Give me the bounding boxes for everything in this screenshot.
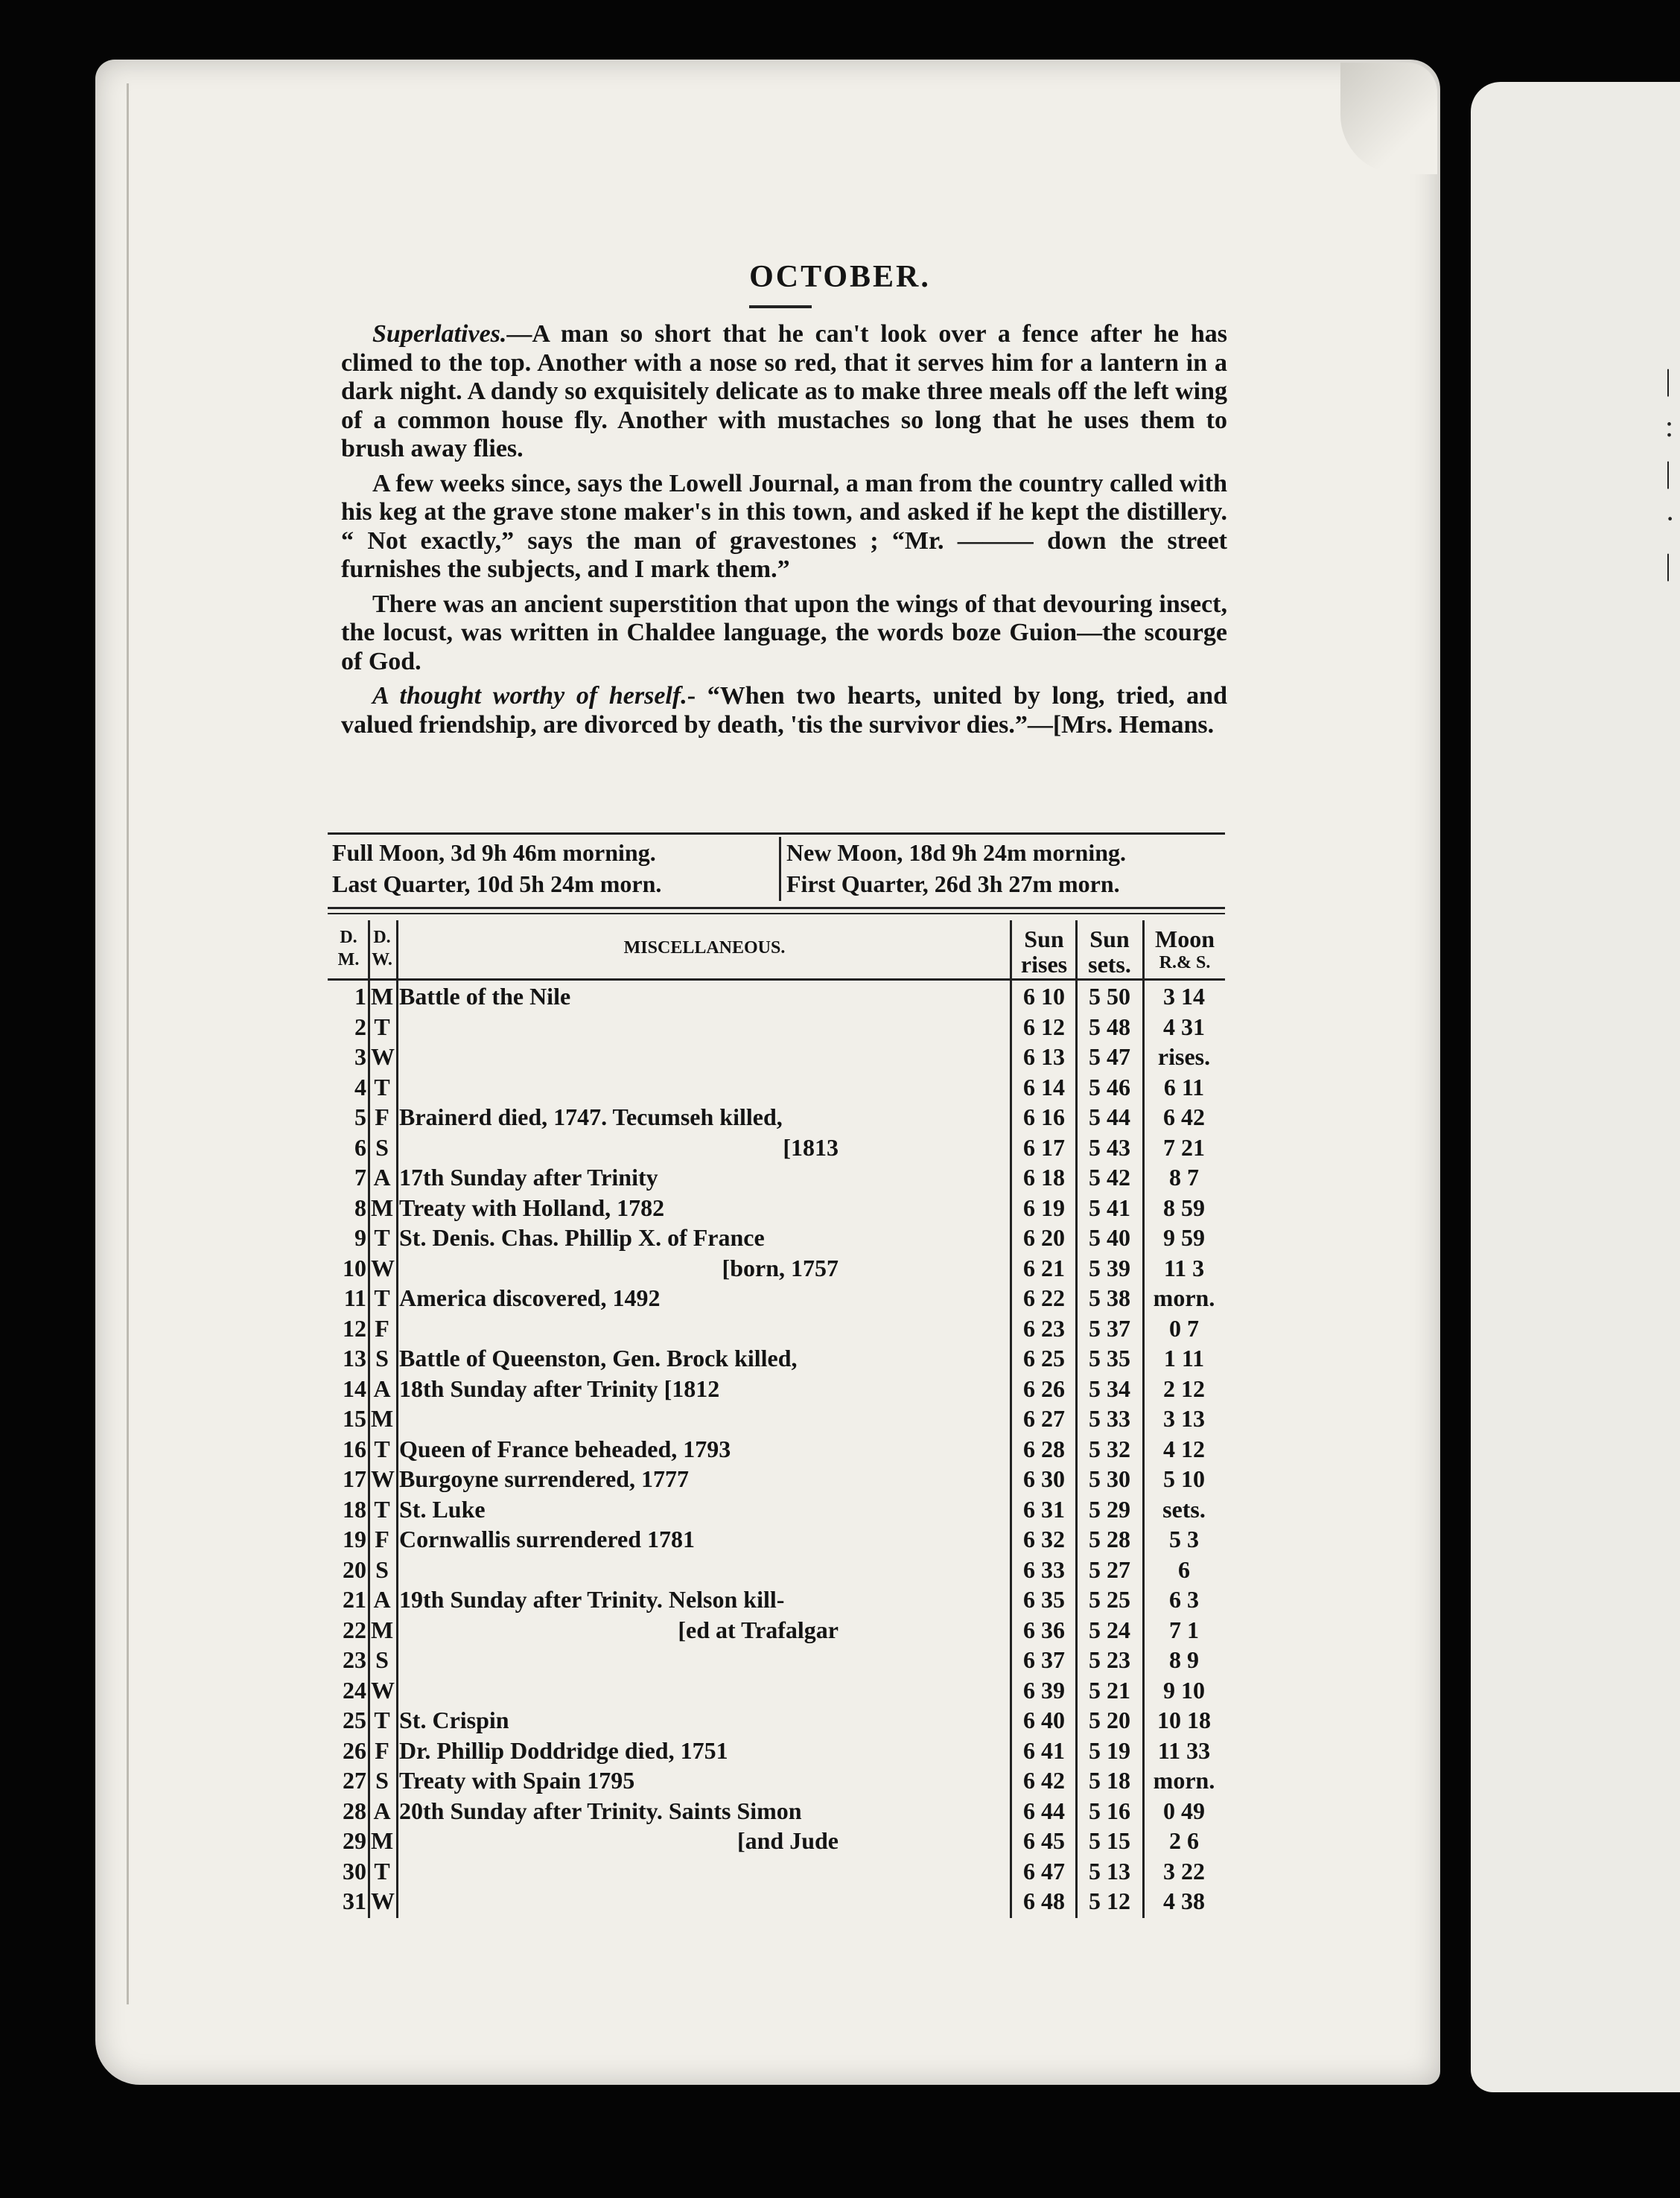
- table-row: [328, 1615, 1225, 1646]
- sun-sets: 5 43: [1089, 1133, 1130, 1161]
- paragraph-text: There was an ancient superstition that upon the wings of that devouring insect, the locust, was written in Chaldee language, the words boze Guion—the scourge of God.: [341, 590, 1227, 675]
- miscellaneous-entry: Treaty with Spain 1795: [399, 1767, 635, 1794]
- new-moon: New Moon, 18d 9h 24m morning.: [786, 839, 1127, 866]
- day-of-week: A: [373, 1374, 391, 1402]
- miscellaneous-entry: Dr. Phillip Doddridge died, 1751: [399, 1736, 728, 1764]
- day-of-week: F: [375, 1736, 389, 1764]
- moon-rise-set: 7 21: [1163, 1133, 1205, 1161]
- day-of-week: T: [374, 1073, 390, 1100]
- full-moon: Full Moon, 3d 9h 46m morning.: [332, 839, 656, 866]
- day-of-week: F: [375, 1314, 389, 1342]
- sun-rises: 6 19: [1023, 1194, 1065, 1221]
- day-of-month: 23: [343, 1646, 366, 1673]
- miscellaneous-entry: Battle of Queenston, Gen. Brock killed,: [399, 1345, 798, 1372]
- moon-rise-set: 7 1: [1169, 1616, 1199, 1643]
- table-row: [328, 1494, 1225, 1525]
- sun-sets: 5 47: [1089, 1043, 1130, 1070]
- miscellaneous-entry: 20th Sunday after Trinity. Saints Simon: [399, 1797, 802, 1824]
- day-of-week: W: [371, 1465, 395, 1492]
- moon-rise-set: 6 11: [1163, 1073, 1205, 1100]
- sun-sets: 5 19: [1089, 1736, 1130, 1764]
- page-title: OCTOBER.: [749, 260, 931, 294]
- header-sun-sets: [1077, 926, 1142, 977]
- day-of-week: T: [374, 1707, 390, 1733]
- day-of-month: 28: [343, 1797, 366, 1824]
- sun-rises: 6 31: [1023, 1495, 1065, 1523]
- table-row: [328, 1524, 1225, 1555]
- sun-rises: 6 33: [1023, 1555, 1065, 1583]
- sun-rises: 6 23: [1023, 1314, 1065, 1342]
- day-of-month: 16: [343, 1435, 366, 1462]
- day-of-month: 19: [343, 1526, 366, 1552]
- paragraph-lead: Superlatives.: [372, 320, 507, 348]
- miscellaneous-entry: [ed at Trafalgar: [678, 1616, 839, 1643]
- sun-rises: 6 35: [1023, 1586, 1065, 1613]
- header-sun-rises: [1013, 926, 1075, 977]
- sun-sets: 5 30: [1089, 1465, 1130, 1492]
- day-of-month: 12: [343, 1314, 366, 1342]
- moon-rise-set: 11 3: [1163, 1254, 1205, 1281]
- day-of-week: F: [375, 1526, 389, 1552]
- table-row: [328, 1856, 1225, 1887]
- sun-rises: 6 48: [1023, 1888, 1065, 1914]
- sun-rises: 6 12: [1023, 1013, 1065, 1040]
- moon-phases-left: [332, 837, 779, 899]
- header-text: M.: [337, 950, 360, 969]
- moon-rise-set: 6 42: [1163, 1103, 1205, 1130]
- sun-sets: 5 27: [1089, 1555, 1130, 1583]
- day-of-month: 7: [354, 1164, 366, 1191]
- day-of-month: 9: [354, 1224, 366, 1251]
- sun-rises: 6 36: [1023, 1616, 1065, 1643]
- header-bottom-rule: [328, 978, 1225, 981]
- moon-rise-set: 6 3: [1169, 1586, 1199, 1613]
- table-row: [328, 1464, 1225, 1494]
- sun-rises: 6 22: [1023, 1284, 1065, 1311]
- facing-page: [1471, 82, 1680, 2092]
- day-of-week: T: [374, 1857, 390, 1885]
- moon-rise-set: 8 59: [1163, 1194, 1205, 1221]
- paragraph-superlatives: [341, 320, 1227, 464]
- moon-rise-set: 0 7: [1169, 1314, 1199, 1342]
- moon-phases-right: [786, 837, 1226, 899]
- table-row: [328, 1584, 1225, 1615]
- sun-rises: 6 42: [1023, 1767, 1065, 1794]
- day-of-month: 18: [343, 1495, 366, 1523]
- table-top-rule: [328, 907, 1225, 909]
- moon-rise-set: morn.: [1153, 1284, 1215, 1311]
- table-row: [328, 1886, 1225, 1917]
- header-day-of-week: [368, 926, 396, 971]
- table-row: [328, 1223, 1225, 1253]
- sun-sets: 5 39: [1089, 1254, 1130, 1281]
- moon-rise-set: 8 7: [1169, 1164, 1199, 1191]
- sun-rises: 6 18: [1023, 1164, 1065, 1191]
- sun-sets: 5 40: [1089, 1224, 1130, 1251]
- header-text: rises: [1020, 951, 1068, 978]
- calendar-table: [328, 920, 1225, 1914]
- table-row: [328, 1555, 1225, 1585]
- last-quarter: Last Quarter, 10d 5h 24m morn.: [332, 870, 662, 897]
- miscellaneous-entry: 19th Sunday after Trinity. Nelson kill-: [399, 1586, 785, 1613]
- day-of-month: 2: [354, 1013, 366, 1040]
- sun-sets: 5 20: [1089, 1707, 1130, 1733]
- title-rule: [749, 305, 812, 308]
- table-row: [328, 1162, 1225, 1193]
- day-of-week: T: [374, 1284, 390, 1311]
- day-of-month: 6: [354, 1133, 366, 1161]
- miscellaneous-entry: Queen of France beheaded, 1793: [399, 1435, 731, 1462]
- table-row: [328, 1736, 1225, 1766]
- sun-rises: 6 13: [1023, 1043, 1065, 1070]
- day-of-week: W: [371, 1676, 395, 1704]
- header-text: sets.: [1088, 951, 1131, 978]
- table-row: [328, 1404, 1225, 1434]
- table-row: [328, 1012, 1225, 1042]
- day-of-week: T: [374, 1013, 390, 1040]
- moon-rise-set: 11 33: [1157, 1736, 1211, 1764]
- table-row: [328, 1313, 1225, 1344]
- sun-sets: 5 38: [1089, 1284, 1130, 1311]
- header-day-of-month: [331, 926, 366, 971]
- sun-rises: 6 32: [1023, 1526, 1065, 1552]
- sun-rises: 6 20: [1023, 1224, 1065, 1251]
- day-of-week: A: [373, 1797, 391, 1824]
- day-of-week: S: [375, 1767, 389, 1794]
- sun-sets: 5 33: [1089, 1405, 1130, 1432]
- sun-sets: 5 32: [1089, 1435, 1130, 1462]
- sun-rises: 6 21: [1023, 1254, 1065, 1281]
- sun-rises: 6 30: [1023, 1465, 1065, 1492]
- header-text: W.: [372, 950, 392, 969]
- day-of-month: 13: [343, 1345, 366, 1372]
- miscellaneous-entry: Cornwallis surrendered 1781: [399, 1526, 696, 1552]
- table-row: [328, 1765, 1225, 1796]
- day-of-month: 5: [354, 1103, 366, 1130]
- day-of-month: 26: [343, 1736, 366, 1764]
- day-of-week: A: [373, 1586, 391, 1613]
- day-of-week: W: [371, 1043, 395, 1070]
- day-of-week: W: [371, 1254, 395, 1281]
- moon-rise-set: 3 22: [1163, 1857, 1205, 1885]
- day-of-week: W: [371, 1888, 395, 1914]
- moon-rise-set: sets.: [1162, 1495, 1206, 1523]
- table-row: [328, 1253, 1225, 1284]
- sun-rises: 6 10: [1023, 983, 1065, 1010]
- moon-rise-set: 4 12: [1163, 1435, 1205, 1462]
- header-text: R.& S.: [1159, 953, 1211, 972]
- day-of-month: 10: [343, 1254, 366, 1281]
- sun-sets: 5 46: [1089, 1073, 1130, 1100]
- moon-rise-set: 5 3: [1169, 1526, 1199, 1552]
- sun-sets: 5 12: [1089, 1888, 1130, 1914]
- sun-sets: 5 29: [1089, 1495, 1130, 1523]
- sun-sets: 5 48: [1089, 1013, 1130, 1040]
- sun-rises: 6 25: [1023, 1345, 1065, 1372]
- sun-rises: 6 17: [1023, 1133, 1065, 1161]
- day-of-week: S: [375, 1133, 389, 1161]
- sun-sets: 5 21: [1089, 1676, 1130, 1704]
- day-of-week: M: [371, 1194, 394, 1221]
- day-of-week: T: [374, 1435, 390, 1462]
- sun-sets: 5 15: [1089, 1827, 1130, 1854]
- day-of-week: M: [371, 1616, 394, 1643]
- table-top-rule-thin: [328, 913, 1225, 914]
- paragraph-locust: [341, 590, 1227, 677]
- sun-sets: 5 18: [1089, 1767, 1130, 1794]
- prose-section: [341, 320, 1227, 745]
- moon-rise-set: 0 49: [1163, 1797, 1205, 1824]
- table-row: [328, 981, 1225, 1012]
- sun-sets: 5 16: [1089, 1797, 1130, 1824]
- sun-sets: 5 50: [1089, 983, 1130, 1010]
- miscellaneous-entry: Battle of the Nile: [399, 983, 571, 1010]
- day-of-week: T: [374, 1495, 390, 1523]
- miscellaneous-entry: St. Crispin: [399, 1707, 509, 1733]
- header-text: D.: [340, 928, 357, 947]
- sun-rises: 6 45: [1023, 1827, 1065, 1854]
- moon-rise-set: 2 12: [1163, 1374, 1205, 1402]
- sun-sets: 5 37: [1089, 1314, 1130, 1342]
- day-of-week: M: [371, 1405, 394, 1432]
- moon-rise-set: 10 18: [1157, 1707, 1211, 1733]
- moon-rise-set: 3 13: [1163, 1405, 1205, 1432]
- moon-rise-set: 9 59: [1163, 1224, 1205, 1251]
- sun-sets: 5 34: [1089, 1374, 1130, 1402]
- moon-rise-set: morn.: [1153, 1767, 1215, 1794]
- sun-rises: 6 26: [1023, 1374, 1065, 1402]
- table-row: [328, 1826, 1225, 1856]
- moon-rise-set: 5 10: [1163, 1465, 1205, 1492]
- sun-rises: 6 27: [1023, 1405, 1065, 1432]
- moon-rise-set: 8 9: [1169, 1646, 1199, 1673]
- sun-rises: 6 37: [1023, 1646, 1065, 1673]
- sun-sets: 5 23: [1089, 1646, 1130, 1673]
- sun-rises: 6 47: [1023, 1857, 1065, 1885]
- table-row: [328, 1374, 1225, 1404]
- day-of-week: F: [375, 1103, 389, 1130]
- day-of-month: 15: [343, 1405, 366, 1432]
- sun-rises: 6 14: [1023, 1073, 1065, 1100]
- facing-page-margin-marks: | : | · |: [1665, 363, 1676, 582]
- day-of-week: M: [371, 983, 394, 1010]
- moon-rise-set: 4 38: [1163, 1888, 1205, 1914]
- moon-rise-set: 3 14: [1163, 983, 1205, 1010]
- day-of-month: 1: [354, 983, 366, 1010]
- day-of-month: 27: [343, 1767, 366, 1794]
- sun-sets: 5 41: [1089, 1194, 1130, 1221]
- header-text: Sun: [1024, 926, 1064, 952]
- table-row: [328, 1283, 1225, 1313]
- header-text: D.: [373, 928, 391, 947]
- sun-rises: 6 28: [1023, 1435, 1065, 1462]
- paragraph-hemans: [341, 682, 1227, 739]
- table-row: [328, 1434, 1225, 1465]
- paragraph-text: - “When two hearts, united by long, tried, and valued friendship, are divorced by death, 'tis the survivor dies.”—[Mrs. Hemans.: [341, 682, 1227, 739]
- day-of-month: 4: [354, 1073, 366, 1100]
- sun-sets: 5 28: [1089, 1526, 1130, 1552]
- day-of-month: 17: [343, 1465, 366, 1492]
- day-of-month: 22: [343, 1616, 366, 1643]
- miscellaneous-entry: 17th Sunday after Trinity: [399, 1164, 658, 1191]
- day-of-month: 31: [343, 1888, 366, 1914]
- moon-rise-set: 6: [1178, 1555, 1190, 1583]
- table-row: [328, 1705, 1225, 1736]
- miscellaneous-entry: [born, 1757: [722, 1254, 839, 1281]
- header-miscellaneous: MISCELLANEOUS.: [623, 938, 786, 958]
- miscellaneous-entry: St. Denis. Chas. Phillip X. of France: [399, 1224, 765, 1251]
- moon-rise-set: 4 31: [1163, 1013, 1205, 1040]
- miscellaneous-entry: [and Jude: [736, 1827, 839, 1854]
- sun-rises: 6 39: [1023, 1676, 1065, 1704]
- sun-rises: 6 16: [1023, 1103, 1065, 1130]
- sun-sets: 5 13: [1089, 1857, 1130, 1885]
- day-of-month: 11: [343, 1284, 366, 1311]
- paragraph-gravestones: [341, 470, 1227, 584]
- day-of-month: 21: [343, 1586, 366, 1613]
- page-inner-edge: [127, 83, 129, 2004]
- miscellaneous-entry: 18th Sunday after Trinity [1812: [399, 1374, 720, 1402]
- table-row: [328, 1675, 1225, 1706]
- sun-sets: 5 35: [1089, 1345, 1130, 1372]
- miscellaneous-entry: St. Luke: [399, 1495, 486, 1523]
- moon-phase-divider: [779, 837, 781, 901]
- miscellaneous-entry: America discovered, 1492: [399, 1284, 661, 1311]
- paragraph-lead: A thought worthy of herself.: [372, 682, 687, 710]
- day-of-week: S: [375, 1646, 389, 1673]
- sun-sets: 5 42: [1089, 1164, 1130, 1191]
- moon-phases: [332, 837, 1226, 901]
- miscellaneous-entry: Treaty with Holland, 1782: [399, 1194, 665, 1221]
- day-of-week: A: [373, 1164, 391, 1191]
- table-body: [328, 981, 1225, 1917]
- table-row: [328, 1133, 1225, 1163]
- day-of-month: 24: [343, 1676, 366, 1704]
- table-row: [328, 1645, 1225, 1675]
- table-row: [328, 1193, 1225, 1223]
- day-of-month: 25: [343, 1707, 366, 1733]
- day-of-week: T: [374, 1224, 390, 1251]
- day-of-month: 14: [343, 1374, 366, 1402]
- sun-rises: 6 41: [1023, 1736, 1065, 1764]
- day-of-week: S: [375, 1555, 389, 1583]
- moon-rise-set: 2 6: [1169, 1827, 1199, 1854]
- header-text: Moon: [1155, 926, 1215, 952]
- header-moon: [1145, 926, 1224, 974]
- paragraph-text: A few weeks since, says the Lowell Journal, a man from the country called with his keg at the grave stone maker's in this town, and asked if he kept the distillery. “ Not exactly,” says the man of gravestones ; “Mr. ——— down the street furnishes the subjects, and I mark them.”: [341, 469, 1227, 583]
- sun-sets: 5 25: [1089, 1586, 1130, 1613]
- sun-sets: 5 44: [1089, 1103, 1130, 1130]
- moon-phase-top-rule: [328, 832, 1225, 835]
- day-of-month: 3: [354, 1043, 366, 1070]
- moon-rise-set: 9 10: [1163, 1676, 1205, 1704]
- miscellaneous-entry: [1813: [783, 1133, 839, 1161]
- day-of-week: M: [371, 1827, 394, 1854]
- header-text: Sun: [1089, 926, 1130, 952]
- day-of-month: 20: [343, 1555, 366, 1583]
- table-row: [328, 1042, 1225, 1072]
- day-of-month: 8: [354, 1194, 366, 1221]
- table-row: [328, 1072, 1225, 1103]
- sun-rises: 6 44: [1023, 1797, 1065, 1824]
- day-of-month: 30: [343, 1857, 366, 1885]
- day-of-week: S: [375, 1345, 389, 1372]
- day-of-month: 29: [343, 1827, 366, 1854]
- miscellaneous-entry: Brainerd died, 1747. Tecumseh killed,: [399, 1103, 783, 1130]
- moon-rise-set: rises.: [1157, 1043, 1211, 1070]
- paragraph-text: —A man so short that he can't look over a fence after he has climed to the top. Another with a nose so red, that it serves him for a lantern in a dark night. A dandy so exquisitely delicate as to make three meals off the left wing of a common house fly. Another with mustaches so long that he uses them to brush away flies.: [341, 320, 1227, 462]
- table-row: [328, 1343, 1225, 1374]
- moon-rise-set: 1 11: [1163, 1345, 1205, 1372]
- table-row: [328, 1796, 1225, 1826]
- sun-rises: 6 40: [1023, 1707, 1065, 1733]
- table-row: [328, 1102, 1225, 1133]
- first-quarter: First Quarter, 26d 3h 27m morn.: [786, 870, 1120, 897]
- miscellaneous-entry: Burgoyne surrendered, 1777: [399, 1465, 690, 1492]
- sun-sets: 5 24: [1089, 1616, 1130, 1643]
